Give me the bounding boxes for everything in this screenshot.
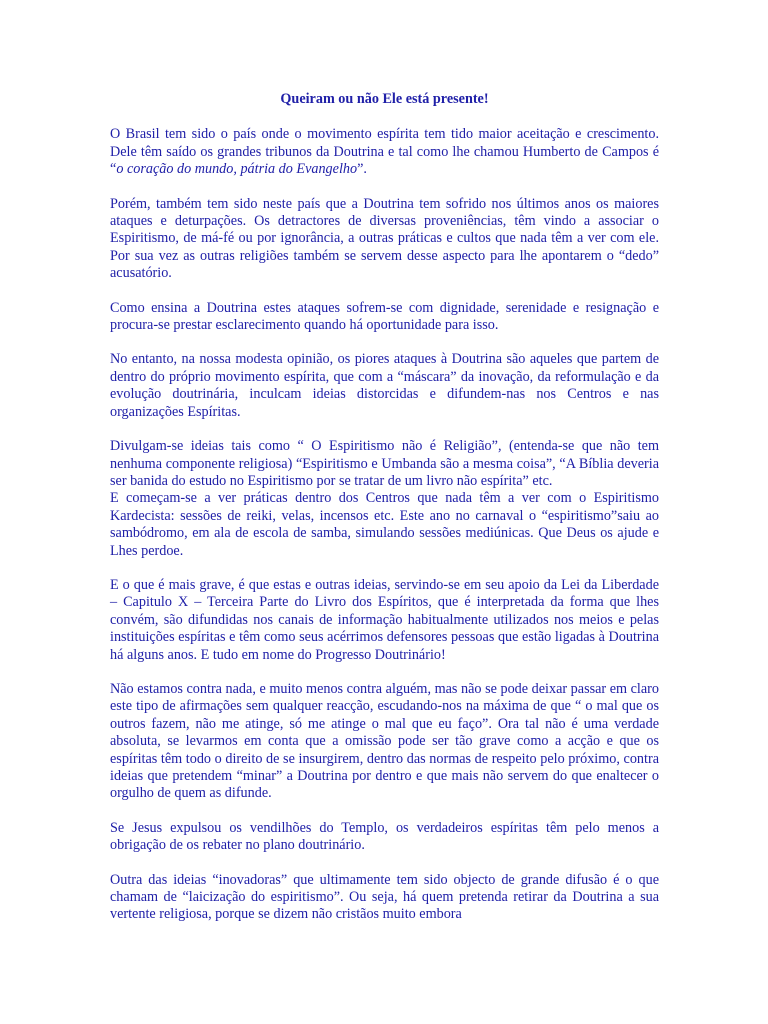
paragraph-5: Divulgam-se ideias tais como “ O Espiritismo não é Religião”, (entenda-se que não tem nenhuma componente religiosa) “Espiritismo e Umbanda são a mesma coisa”, “A Bíblia deveria ser banida do estudo no Espiritismo por se tratar de um livro não espírita” etc.	[110, 438, 659, 489]
paragraph-4: No entanto, na nossa modesta opinião, os piores ataques à Doutrina são aqueles que partem de dentro do próprio movimento espírita, que com a “máscara” da inovação, da reformulação e da evolução doutrinária, inculcam ideias distorcidas e difundem-nas nos Centros e nas organizações Espíritas.	[110, 351, 659, 420]
paragraph-8: Não estamos contra nada, e muito menos contra alguém, mas não se pode deixar passar em claro este tipo de afirmações sem qualquer reacção, escudando-nos na máxima de que “ o mal que os outros fazem, não me atinge, só me atinge o mal que eu faço”. Ora tal não é uma verdade absoluta, se levarmos em conta que a omissão pode ser tão grave como a acção e que os espíritas têm todo o direito de se insurgirem, dentro das normas de respeito pelo próximo, contra ideias que pretendem “minar” a Doutrina por dentro e que mais não servem do que enaltecer o orgulho de quem as difunde.	[110, 680, 659, 802]
document-title: Queiram ou não Ele está presente!	[280, 91, 489, 107]
paragraph-9: Se Jesus expulsou os vendilhões do Templo, os verdadeiros espíritas têm pelo menos a obrigação de os rebater no plano doutrinário.	[110, 819, 659, 854]
paragraph-2: Porém, também tem sido neste país que a Doutrina tem sofrido nos últimos anos os maiores ataques e deturpações. Os detractores de diversas proveniências, têm vindo a associar o Espiritismo, de má-fé ou por ignorância, a outras práticas e cultos que nada têm a ver com ele. Por sua vez as outras religiões também se servem desse aspecto para lhe apontarem o “dedo” acusatório.	[110, 195, 659, 282]
paragraph-7: E o que é mais grave, é que estas e outras ideias, servindo-se em seu apoio da Lei da Liberdade – Capitulo X – Terceira Parte do Livro dos Espíritos, que é interpretada da forma que lhes convém, são difundidas nos canais de informação habitualmente utilizados nos meios e pelas instituições espíritas e têm como seus acérrimos defensores pessoas que estão ligadas à Doutrina há alguns anos. E tudo em nome do Progresso Doutrinário!	[110, 576, 659, 663]
paragraph-10: Outra das ideias “inovadoras” que ultimamente tem sido objecto de grande difusão é o que chamam de “laicização do espiritismo”. Ou seja, há quem pretenda retirar da Doutrina a sua vertente religiosa, porque se dizem não cristãos muito embora	[110, 871, 659, 923]
paragraph-1-quote: o coração do mundo, pátria do Evangelho	[116, 161, 358, 178]
paragraph-1	[110, 126, 659, 178]
document-page	[110, 91, 659, 941]
paragraph-6: E começam-se a ver práticas dentro dos Centros que nada têm a ver com o Espiritismo Kardecista: sessões de reiki, velas, incensos etc. Este ano no carnaval o “espiritismo”saiu ao sambódromo, em ala de escola de samba, simulando sessões mediúnicas. Que Deus os ajude e Lhes perdoe.	[110, 490, 659, 559]
paragraph-1-end: ”.	[357, 161, 367, 178]
paragraph-1-text: O Brasil tem sido o país onde o movimento espírita tem tido maior aceitação e crescimento. Dele têm saído os grandes tribunos da Doutrina e tal como lhe chamou Humberto de Campos é “	[110, 126, 659, 178]
paragraph-3: Como ensina a Doutrina estes ataques sofrem-se com dignidade, serenidade e resignação e procura-se prestar esclarecimento quando há oportunidade para isso.	[110, 299, 659, 334]
